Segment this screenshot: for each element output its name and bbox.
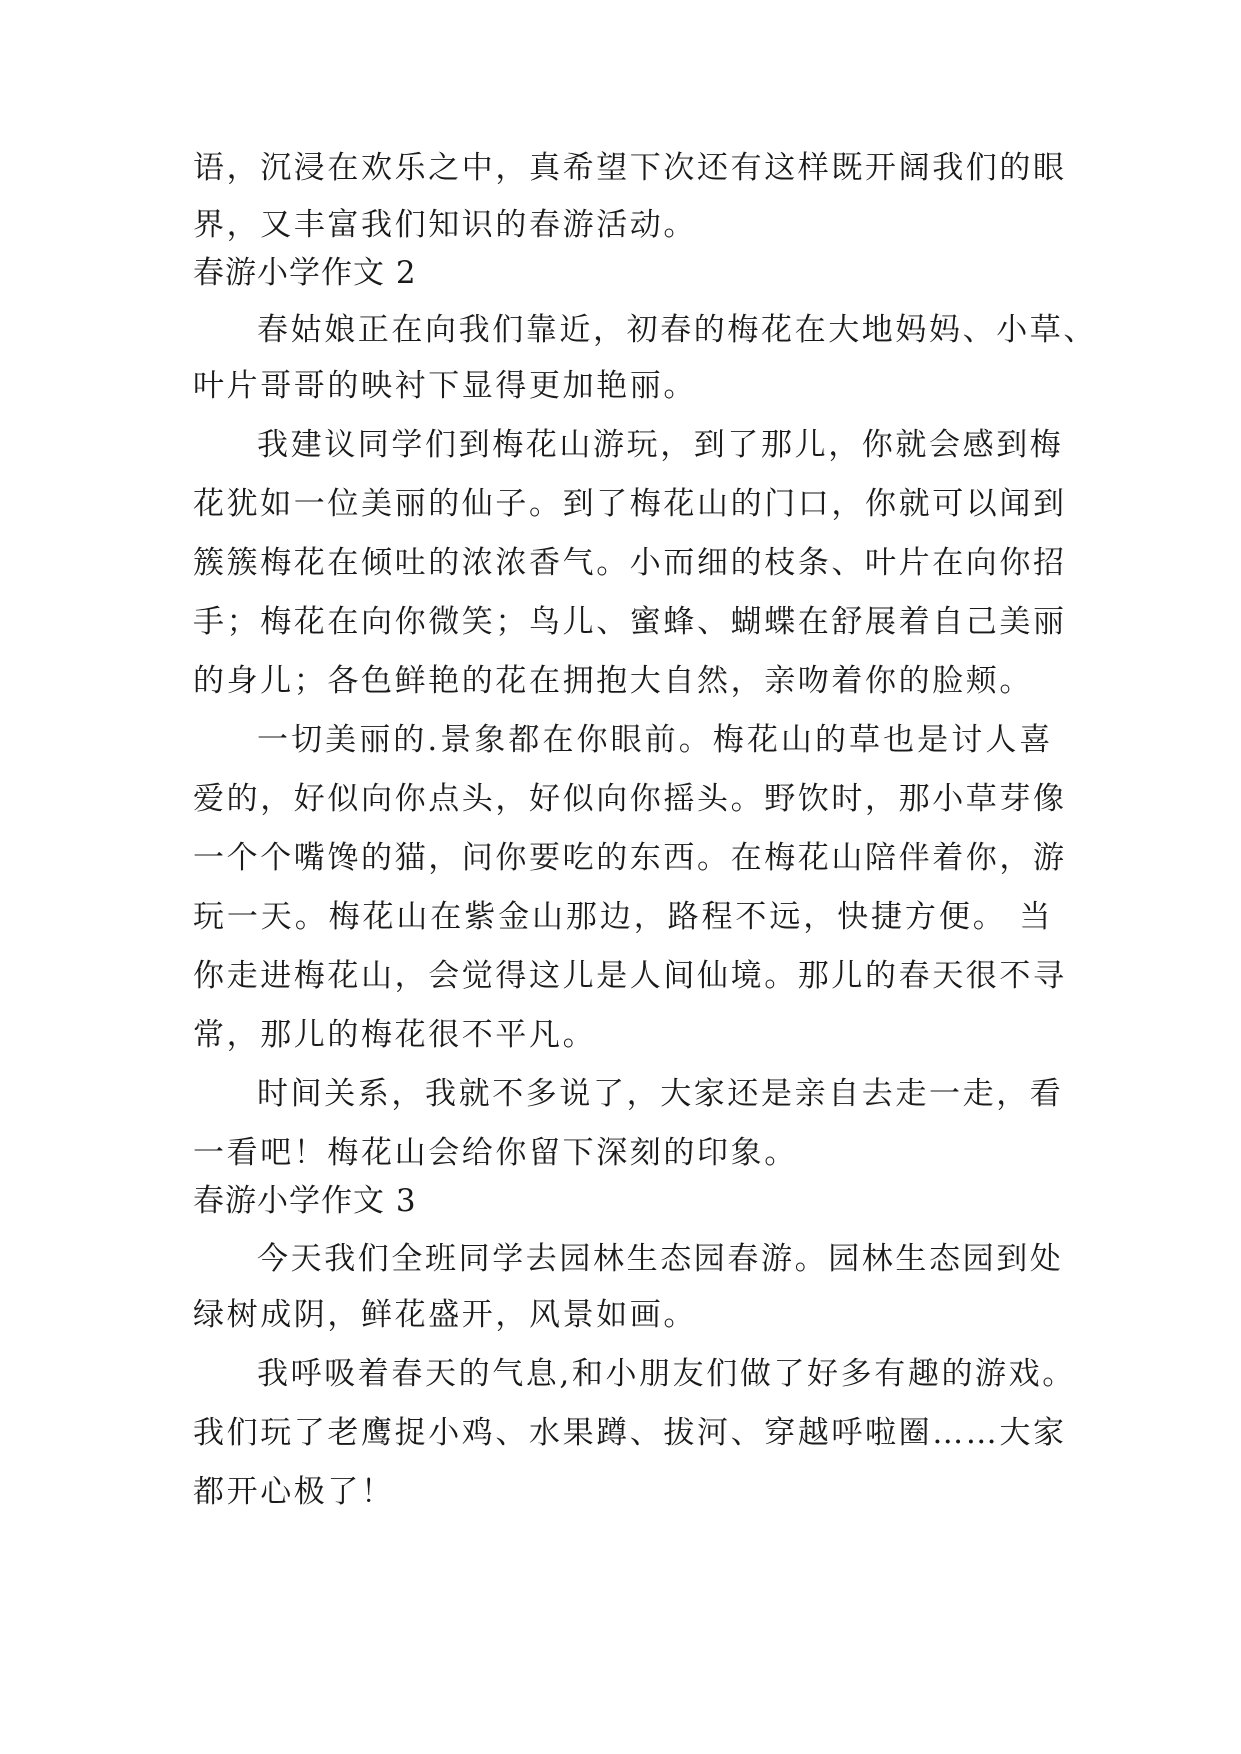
paragraph-line: 语，沉浸在欢乐之中，真希望下次还有这样既开阔我们的眼 [193, 150, 1067, 186]
paragraph-line: 叶片哥哥的映衬下显得更加艳丽。 [193, 368, 697, 404]
paragraph-line: 今天我们全班同学去园林生态园春游。园林生态园到处 [257, 1241, 1064, 1277]
paragraph-line: 一切美丽的.景象都在你眼前。梅花山的草也是讨人喜 [257, 722, 1053, 758]
paragraph-line: 绿树成阴，鲜花盛开，风景如画。 [193, 1297, 697, 1333]
paragraph-line: 的身儿；各色鲜艳的花在拥抱大自然，亲吻着你的脸颊。 [193, 663, 1033, 699]
paragraph-line: 一看吧！梅花山会给你留下深刻的印象。 [193, 1135, 798, 1171]
paragraph-line: 春姑娘正在向我们靠近，初春的梅花在大地妈妈、小草、 [257, 312, 1097, 348]
paragraph-line: 都开心极了！ [193, 1474, 395, 1510]
paragraph-line: 界，又丰富我们知识的春游活动。 [193, 207, 697, 243]
paragraph-line: 你走进梅花山，会觉得这儿是人间仙境。那儿的春天很不寻 [193, 958, 1067, 994]
paragraph-line: 我建议同学们到梅花山游玩，到了那儿，你就会感到梅 [257, 427, 1064, 463]
paragraph-line: 时间关系，我就不多说了，大家还是亲自去走一走，看 [257, 1076, 1064, 1112]
paragraph-line: 我呼吸着春天的气息,和小朋友们做了好多有趣的游戏。 [257, 1356, 1076, 1392]
section-title: 春游小学作文 3 [193, 1183, 417, 1219]
paragraph-line: 我们玩了老鹰捉小鸡、水果蹲、拔河、穿越呼啦圈……大家 [193, 1415, 1067, 1451]
paragraph-line: 手；梅花在向你微笑；鸟儿、蜜蜂、蝴蝶在舒展着自己美丽 [193, 604, 1067, 640]
paragraph-line: 花犹如一位美丽的仙子。到了梅花山的门口，你就可以闻到 [193, 486, 1067, 522]
paragraph-line: 一个个嘴馋的猫，问你要吃的东西。在梅花山陪伴着你，游 [193, 840, 1067, 876]
paragraph-line: 玩一天。梅花山在紫金山那边，路程不远，快捷方便。 当 [193, 899, 1053, 935]
paragraph-line: 簇簇梅花在倾吐的浓浓香气。小而细的枝条、叶片在向你招 [193, 545, 1067, 581]
paragraph-line: 常，那儿的梅花很不平凡。 [193, 1017, 597, 1053]
paragraph-line: 爱的，好似向你点头，好似向你摇头。野饮时，那小草芽像 [193, 781, 1067, 817]
section-title: 春游小学作文 2 [193, 255, 417, 291]
